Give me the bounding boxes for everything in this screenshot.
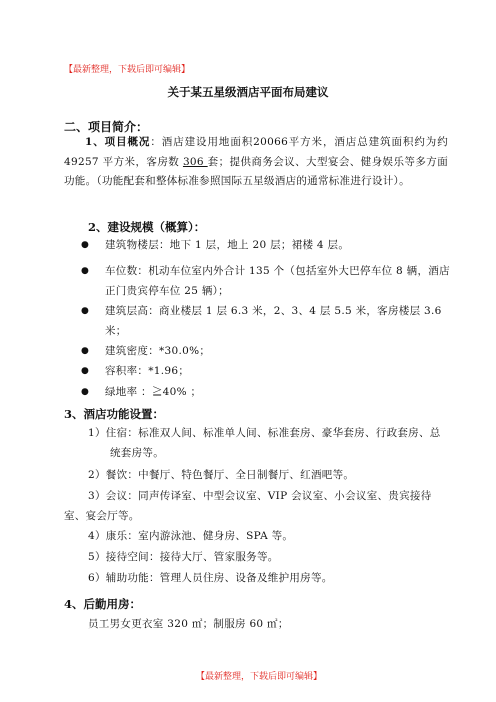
- header-note: 【最新整理，下载后即可编辑】: [64, 65, 191, 75]
- scale-item: ● 建筑层高：商业楼层 1 层 6.3 米，2、3、4 层 5.5 米，客房楼层 3.6 米；: [81, 302, 451, 341]
- scale-heading: 2、建设规模（概算）：: [88, 220, 206, 234]
- bullet-icon: ●: [81, 387, 90, 397]
- function-item: 6）辅助功能：管理人员住房、设备及维护用房等。: [88, 572, 333, 584]
- function-item: 2）餐饮：中餐厅、特色餐厅、全日制餐厅、红酒吧等。: [88, 469, 355, 481]
- bullet-icon: ●: [81, 306, 90, 316]
- room-count: 306: [182, 155, 208, 168]
- scale-item: ● 容积率：*1.96；: [81, 362, 451, 382]
- scale-item: ● 车位数：机动车位室内外合计 135 个（包括室外大巴停车位 8 辆，酒店正门贵宾停车位 25 辆）；: [81, 262, 451, 301]
- overview-text-b: 套；提供商务会议、大型宴会、健身娱乐等多方面功能。（功能配套和整体标准参照国际五星级酒店的通常标准进行设计）。: [64, 155, 448, 187]
- function-item: 5）接待空间：接待大厅、管家服务等。: [88, 551, 279, 563]
- function-heading: 3、酒店功能设置：: [64, 407, 165, 421]
- page-title: 关于某五星级酒店平面布局建议: [167, 85, 329, 99]
- function-item: 1）住宿：标准双人间、标准单人间、标准套房、豪华套房、行政套房、总统套房等。: [88, 427, 441, 459]
- function-item: 4）康乐：室内游泳池、健身房、SPA 等。: [88, 530, 294, 542]
- section-heading: 二、项目简介：: [64, 120, 149, 134]
- bullet-icon: ●: [81, 266, 90, 276]
- scale-item: ● 建筑密度：*30.0%；: [81, 342, 451, 362]
- function-item: 3）会议：同声传译室、中型会议室、VIP 会议室、小会议室、贵宾接待室、宴会厅等。: [64, 490, 432, 522]
- scale-item: ● 建筑物楼层：地下 1 层，地上 20 层；裙楼 4 层。: [81, 236, 451, 256]
- overview-label: 1、项目概况: [85, 136, 151, 148]
- overview-paragraph: [64, 133, 448, 192]
- bullet-icon: ●: [81, 240, 90, 250]
- backoffice-heading: 4、后勤用房：: [64, 597, 142, 611]
- backoffice-text: 员工男女更衣室 320 ㎡；制服房 60 ㎡；: [88, 618, 289, 630]
- bullet-icon: ●: [81, 366, 90, 376]
- overview-text-a: ：酒店建设用地面积20066平方米，酒店总建筑面积约为约 49257 平方米，客房数: [64, 136, 448, 168]
- footer-note: 【最新整理，下载后即可编辑】: [196, 672, 323, 682]
- bullet-icon: ●: [81, 346, 90, 356]
- scale-item: ● 绿地率 ：≧40% ；: [81, 383, 451, 403]
